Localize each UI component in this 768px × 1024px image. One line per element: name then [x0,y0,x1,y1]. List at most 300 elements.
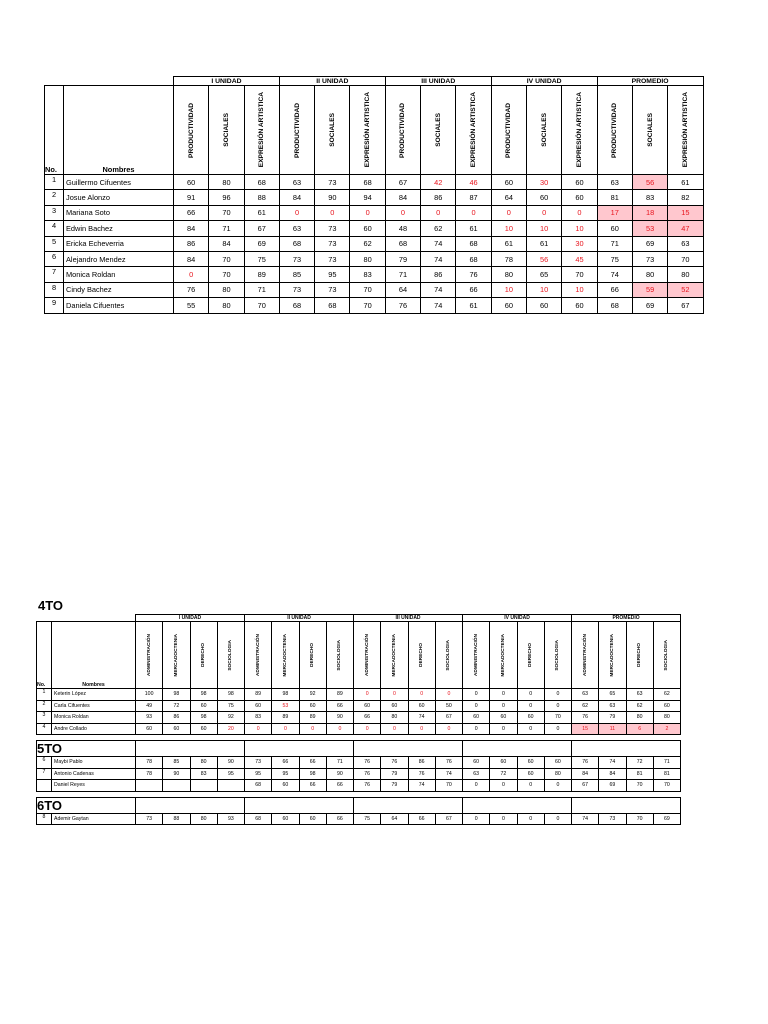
subject-label: SOCIALES [222,113,230,147]
grade-cell: 0 [490,700,517,712]
grade-cell: 71 [326,757,353,769]
table-row [37,689,681,701]
grade-cell: 72 [490,768,517,780]
grade-cell: 2 [653,723,680,735]
student-name: Monica Roldan [64,267,174,282]
grade-cell: 98 [163,689,190,701]
grade-cell: 66 [326,780,353,792]
grade-cell: 72 [626,757,653,769]
grade-cell: 70 [653,780,680,792]
student-name: Guillermo Cifuentes [64,175,174,190]
table-row [45,221,704,236]
grade-cell: 78 [136,757,163,769]
grade-cell: 84 [279,190,314,205]
grade-cell: 0 [279,205,314,220]
student-name: Maybi Pablo [52,757,136,769]
subject-header-cell [217,622,244,689]
grade-cell: 73 [245,757,272,769]
grade-cell: 71 [653,757,680,769]
section-title: 6TO [37,797,136,813]
subject-label: ADMINISTRACIÓN [473,633,479,677]
grade-cell: 0 [326,723,353,735]
grade-cell: 0 [490,813,517,825]
grade-cell: 68 [245,780,272,792]
grade-cell: 84 [572,768,599,780]
grade-cell: 61 [668,175,703,190]
table-row [45,267,704,282]
subject-label: EXPRESIÓN ARTISTICA [681,92,689,168]
student-name: Cindy Bachez [64,282,174,297]
grade-cell: 78 [491,251,526,266]
grade-cell: 66 [597,282,632,297]
row-number: 5 [45,236,64,251]
section-blank [572,797,681,813]
grade-cell: 73 [315,236,350,251]
grade-cell: 60 [272,813,299,825]
subject-label: ADMINISTRACIÓN [364,633,370,677]
table-row [37,768,681,780]
row-number: 4 [37,723,52,735]
no-header-cell [37,622,52,689]
grade-cell: 60 [136,723,163,735]
row-number: 6 [37,757,52,769]
group-header: I UNIDAD [136,615,245,622]
grade-cell: 73 [279,282,314,297]
table-row [37,700,681,712]
grade-cell: 68 [279,298,314,313]
subject-label: MERCADOCTENIA [500,633,506,677]
grade-cell: 70 [544,712,571,724]
grade-cell: 74 [408,780,435,792]
table-row [45,190,704,205]
student-name: Ademir Gaytan [52,813,136,825]
grade-cell: 66 [174,205,209,220]
subject-label: ADMINISTRACIÓN [255,633,261,677]
grade-cell: 98 [190,712,217,724]
grade-cell: 63 [626,689,653,701]
grade-cell: 0 [463,689,490,701]
grade-cell: 73 [315,251,350,266]
grade-cell: 59 [632,282,667,297]
grade-cell: 0 [517,689,544,701]
subject-header-cell [562,86,597,175]
grade-cell: 17 [597,205,632,220]
group-header: IV UNIDAD [491,77,597,86]
student-name: Andre Collado [52,723,136,735]
grade-cell: 73 [315,282,350,297]
grade-cell: 71 [385,267,420,282]
grade-cell: 60 [562,175,597,190]
grade-cell: 74 [421,236,456,251]
group-header: III UNIDAD [354,615,463,622]
grade-cell: 66 [326,700,353,712]
grade-cell: 80 [209,175,244,190]
grade-cell: 63 [597,175,632,190]
grade-cell: 70 [350,282,385,297]
grade-cell: 60 [597,221,632,236]
grade-cell: 66 [272,757,299,769]
grade-cell: 62 [626,700,653,712]
grade-cell: 56 [632,175,667,190]
subject-header-cell [517,622,544,689]
grade-cell: 80 [190,813,217,825]
table-row [45,205,704,220]
grade-cell: 0 [272,723,299,735]
subject-header-cell [491,86,526,175]
grade-cell: 68 [315,298,350,313]
subject-header-cell [244,86,279,175]
row-number: 3 [37,712,52,724]
grade-cell: 0 [421,205,456,220]
subject-header-cell [326,622,353,689]
corner-blank [37,615,52,622]
grade-cell: 69 [599,780,626,792]
grade-cell: 74 [421,282,456,297]
grade-cell: 10 [562,221,597,236]
grade-cell: 46 [456,175,491,190]
grade-cell: 76 [354,768,381,780]
grade-cell: 71 [597,236,632,251]
grade-cell: 60 [174,175,209,190]
subject-header-cell [381,622,408,689]
grade-cell: 76 [435,757,462,769]
subject-label: DERECHO [419,643,425,667]
grade-cell: 65 [599,689,626,701]
grade-cell: 74 [435,768,462,780]
grade-cell: 96 [209,190,244,205]
row-number: 4 [45,221,64,236]
grade-cell: 79 [599,712,626,724]
section-blank [136,797,245,813]
grade-cell: 66 [456,282,491,297]
grade-cell: 0 [463,723,490,735]
grade-cell: 90 [326,768,353,780]
grade-cell: 95 [272,768,299,780]
student-name: Antonio Cadenas [52,768,136,780]
grade-cell: 78 [136,768,163,780]
subject-label: EXPRESIÓN ARTISTICA [258,92,266,168]
grade-cell [190,780,217,792]
grade-cell: 62 [653,689,680,701]
student-name: Daniela Cifuentes [64,298,174,313]
grade-cell: 60 [463,757,490,769]
row-number: 1 [37,689,52,701]
grade-cell: 89 [245,689,272,701]
grade-cell: 61 [244,205,279,220]
grade-cell: 60 [463,712,490,724]
grade-cell: 80 [381,712,408,724]
grade-cell: 80 [544,768,571,780]
subject-header-cell [572,622,599,689]
subject-label: SOCIOLOGIA [664,639,670,671]
grade-cell: 84 [599,768,626,780]
grade-cell: 68 [456,251,491,266]
subject-label: DERECHO [528,643,534,667]
group-header: II UNIDAD [279,77,385,86]
grade-cell: 84 [174,221,209,236]
grade-cell: 63 [599,700,626,712]
grade-cell: 98 [299,768,326,780]
grade-cell: 69 [653,813,680,825]
group-header: PROMEDIO [597,77,703,86]
group-header: II UNIDAD [245,615,354,622]
grade-cell: 66 [299,757,326,769]
subject-label: DERECHO [201,643,207,667]
section-blank [572,741,681,757]
subject-header-cell [350,86,385,175]
grade-cell: 80 [668,267,703,282]
grade-cell: 0 [517,780,544,792]
grade-cell: 42 [421,175,456,190]
grade-cell: 61 [491,236,526,251]
grade-cell: 98 [272,689,299,701]
grade-cell: 10 [491,282,526,297]
grade-cell: 69 [244,236,279,251]
grade-cell: 66 [354,712,381,724]
grade-cell: 0 [562,205,597,220]
row-number: 8 [37,813,52,825]
subject-label: SOCIOLOGIA [446,639,452,671]
grade-cell: 60 [562,190,597,205]
grade-cell: 80 [626,712,653,724]
subject-label: EXPRESIÓN ARTISTICA [470,92,478,168]
subject-header-cell [544,622,571,689]
grade-cell: 30 [527,175,562,190]
grade-cell: 95 [245,768,272,780]
table-row [37,757,681,769]
table-row [45,251,704,266]
grade-cell: 76 [174,282,209,297]
grade-cell: 0 [517,700,544,712]
grade-cell: 75 [217,700,244,712]
subject-header-cell [653,622,680,689]
grade-cell: 76 [456,267,491,282]
grade-cell: 69 [632,298,667,313]
grade-cell: 76 [572,712,599,724]
grade-cell: 76 [572,757,599,769]
student-name: Monica Roldan [52,712,136,724]
grade-cell: 0 [544,689,571,701]
student-name: Edwin Bachez [64,221,174,236]
grade-cell: 94 [350,190,385,205]
group-header: IV UNIDAD [463,615,572,622]
grade-cell: 70 [626,813,653,825]
subject-label: SOCIOLOGIA [228,639,234,671]
grade-cell: 60 [517,768,544,780]
subject-label: MERCADOCTENIA [282,633,288,677]
grade-cell: 63 [279,175,314,190]
grade-cell: 70 [668,251,703,266]
grade-cell: 0 [381,723,408,735]
grade-cell: 64 [491,190,526,205]
grade-cell: 60 [245,700,272,712]
grade-cell: 0 [435,723,462,735]
section-title-4to: 4TO [38,598,64,613]
student-name: Mariana Soto [64,205,174,220]
grade-cell: 73 [599,813,626,825]
subject-label: ADMINISTRACIÓN [146,633,152,677]
corner-blank [52,615,136,622]
grade-cell: 95 [217,768,244,780]
grade-cell: 93 [217,813,244,825]
grade-cell: 15 [572,723,599,735]
names-label: Nombres [102,165,135,174]
table-row [45,282,704,297]
subject-label: PRODUCTIVIDAD [399,102,407,158]
grade-cell: 69 [632,236,667,251]
grades-table-1 [44,76,704,314]
grade-cell: 74 [572,813,599,825]
names-header-cell [64,86,174,175]
table-row [37,780,681,792]
grade-cell: 83 [245,712,272,724]
grade-cell: 63 [279,221,314,236]
grade-cell: 60 [517,757,544,769]
row-number: 3 [45,205,64,220]
grade-cell: 67 [385,175,420,190]
grade-cell: 53 [632,221,667,236]
subject-label: EXPRESIÓN ARTISTICA [575,92,583,168]
grade-cell: 0 [315,205,350,220]
grade-cell: 76 [408,768,435,780]
grade-cell: 71 [244,282,279,297]
subject-header-cell [668,86,703,175]
grade-cell: 70 [350,298,385,313]
grade-cell: 6 [626,723,653,735]
grade-cell: 47 [668,221,703,236]
grade-cell: 75 [597,251,632,266]
grade-cell: 80 [209,282,244,297]
grade-cell: 65 [527,267,562,282]
grade-cell: 60 [354,700,381,712]
grade-cell: 70 [244,298,279,313]
subject-header-cell [527,86,562,175]
grade-cell: 86 [421,190,456,205]
grade-cell: 81 [597,190,632,205]
grade-cell: 80 [653,712,680,724]
grade-cell: 0 [517,723,544,735]
grade-cell: 62 [350,236,385,251]
grade-cell [136,780,163,792]
subject-header-cell [597,86,632,175]
subject-header-cell [299,622,326,689]
grade-cell: 68 [279,236,314,251]
grades-table-2 [36,614,681,825]
grade-cell: 61 [456,298,491,313]
grade-cell: 0 [490,723,517,735]
table-row [37,723,681,735]
grade-cell: 90 [326,712,353,724]
table-row [37,813,681,825]
subject-header-cell [632,86,667,175]
grade-cell: 0 [463,700,490,712]
grade-cell: 68 [244,175,279,190]
grade-cell: 90 [315,190,350,205]
section-blank [245,741,354,757]
grade-cell: 73 [315,175,350,190]
grade-cell: 73 [136,813,163,825]
grade-cell: 89 [244,267,279,282]
grade-cell: 60 [190,723,217,735]
grade-cell: 0 [408,689,435,701]
grade-cell: 64 [381,813,408,825]
grade-cell: 84 [209,236,244,251]
grade-cell: 60 [190,700,217,712]
grade-cell: 73 [279,251,314,266]
grade-cell: 71 [209,221,244,236]
grade-cell: 66 [408,813,435,825]
grade-cell: 18 [632,205,667,220]
grade-cell: 0 [354,723,381,735]
grade-cell: 89 [299,712,326,724]
grade-cell: 67 [668,298,703,313]
grade-cell: 60 [299,700,326,712]
grade-cell: 60 [408,700,435,712]
grade-cell: 64 [385,282,420,297]
grade-cell: 67 [435,712,462,724]
grade-cell: 74 [597,267,632,282]
grade-cell: 80 [491,267,526,282]
grade-cell: 30 [562,236,597,251]
section-blank [245,797,354,813]
grade-cell: 60 [299,813,326,825]
group-header: III UNIDAD [385,77,491,86]
grade-cell: 60 [527,298,562,313]
corner-blank [45,77,64,86]
grade-cell: 95 [315,267,350,282]
subject-header-cell [435,622,462,689]
grade-cell: 86 [421,267,456,282]
subject-header-cell [174,86,209,175]
subject-header-cell [209,86,244,175]
grade-cell [217,780,244,792]
no-label: No. [45,165,57,174]
grade-cell: 0 [463,780,490,792]
grade-cell: 0 [385,205,420,220]
grade-cell: 86 [408,757,435,769]
subject-header-cell [190,622,217,689]
corner-blank [64,77,174,86]
grade-cell: 70 [626,780,653,792]
grade-cell: 91 [174,190,209,205]
grade-cell: 10 [527,221,562,236]
grade-cell: 0 [544,700,571,712]
student-name: Keterin López [52,689,136,701]
grade-cell: 81 [653,768,680,780]
grade-cell: 60 [490,757,517,769]
grade-cell: 73 [315,221,350,236]
grade-cell: 0 [490,780,517,792]
grade-cell: 92 [217,712,244,724]
subject-label: SOCIOLOGIA [555,639,561,671]
no-header-cell [45,86,64,175]
grade-cell: 60 [653,700,680,712]
grade-cell: 88 [163,813,190,825]
subject-label: SOCIOLOGIA [337,639,343,671]
subject-header-cell [456,86,491,175]
grade-cell: 52 [668,282,703,297]
grade-cell: 60 [491,175,526,190]
grade-cell: 76 [354,757,381,769]
subject-label: MERCADOCTENIA [391,633,397,677]
subject-label: PRODUCTIVIDAD [187,102,195,158]
grade-cell: 0 [381,689,408,701]
grade-cell: 10 [527,282,562,297]
grade-cell: 0 [463,813,490,825]
grade-cell: 0 [350,205,385,220]
subject-header-cell [315,86,350,175]
grade-cell: 62 [572,700,599,712]
